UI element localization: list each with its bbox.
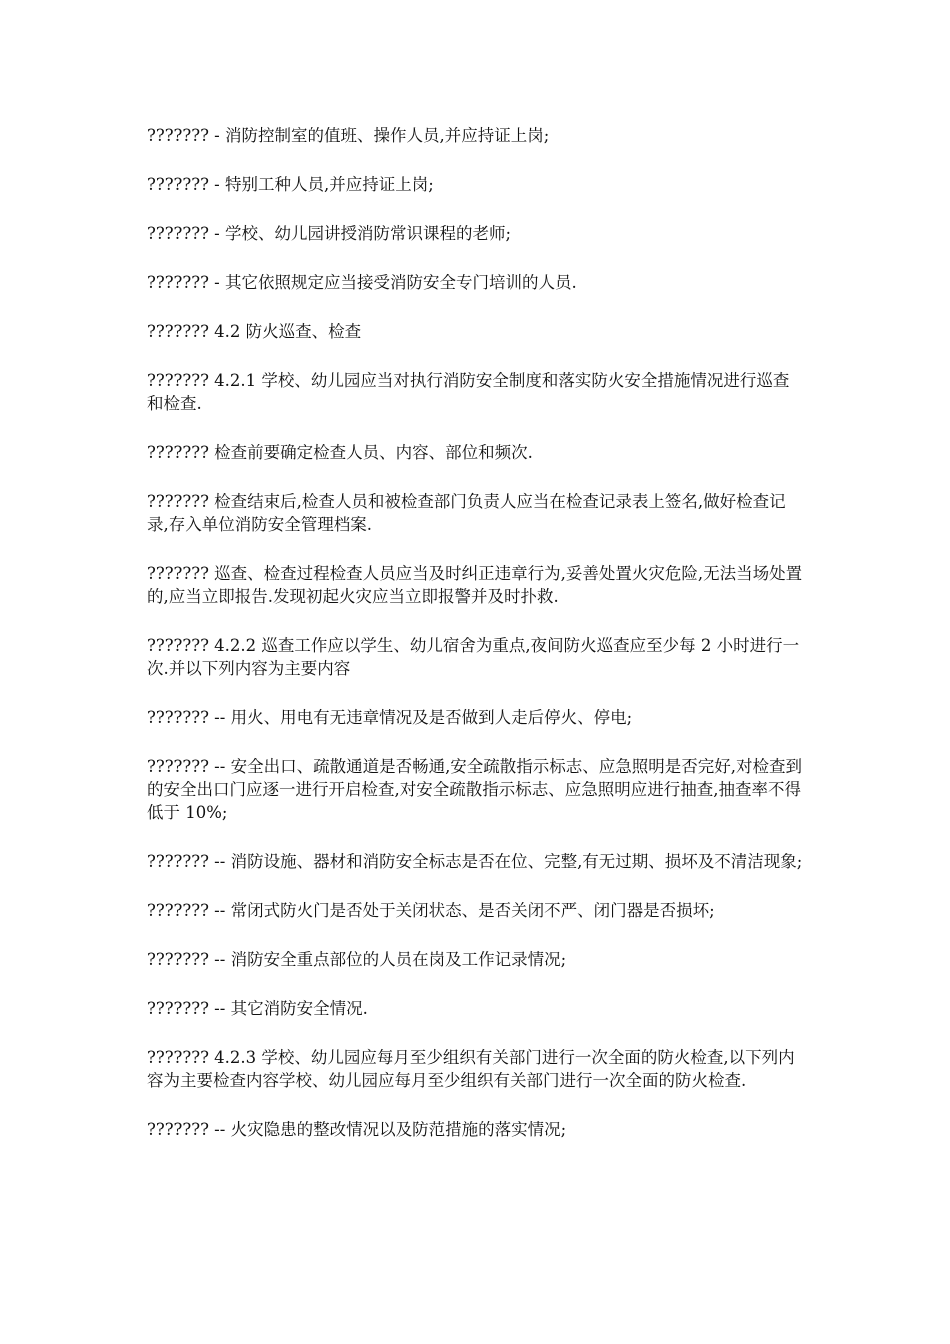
paragraph-4-2-2: ??????? 4.2.2 巡查工作应以学生、幼儿宿舍为重点,夜间防火巡查应至少每 2 小时进行一次.并以下列内容为主要内容: [147, 636, 800, 678]
list-item-hazard-rectification: ??????? -- 火灾隐患的整改情况以及防范措施的落实情况;: [147, 1120, 567, 1139]
paragraph-training-teachers: ??????? - 学校、幼儿园讲授消防常识课程的老师;: [147, 224, 512, 243]
paragraph-training-others: ??????? - 其它依照规定应当接受消防安全专门培训的人员.: [147, 273, 577, 292]
list-item-key-areas: ??????? -- 消防安全重点部位的人员在岗及工作记录情况;: [147, 950, 567, 969]
paragraph-inspection-correction: ??????? 巡查、检查过程检查人员应当及时纠正违章行为,妥善处置火灾危险,无法当场处置的,应当立即报告.发现初起火灾应当立即报警并及时扑救.: [147, 564, 803, 606]
paragraph-4-2-3: ??????? 4.2.3 学校、幼儿园应每月至少组织有关部门进行一次全面的防火检查,以下列内容为主要检查内容学校、幼儿园应每月至少组织有关部门进行一次全面的防火检查.: [147, 1048, 795, 1090]
list-item-fire-electricity: ??????? -- 用火、用电有无违章情况及是否做到人走后停火、停电;: [147, 708, 633, 727]
list-item-exits-evacuation: ??????? -- 安全出口、疏散通道是否畅通,安全疏散指示标志、应急照明是否完好,对检查到的安全出口门应逐一进行开启检查,对安全疏散指示标志、应急照明应进行抽查,抽查率不得低于 10%;: [147, 757, 803, 822]
document-body: [147, 124, 803, 1167]
paragraph-4-2-1: ??????? 4.2.1 学校、幼儿园应当对执行消防安全制度和落实防火安全措施情况进行巡查和检查.: [147, 371, 790, 413]
paragraph-training-special-workers: ??????? - 特别工种人员,并应持证上岗;: [147, 175, 434, 194]
list-item-fire-equipment: ??????? -- 消防设施、器材和消防安全标志是否在位、完整,有无过期、损坏及不清洁现象;: [147, 852, 803, 871]
list-item-other-safety: ??????? -- 其它消防安全情况.: [147, 999, 368, 1018]
paragraph-inspection-preparation: ??????? 检查前要确定检查人员、内容、部位和频次.: [147, 443, 533, 462]
paragraph-inspection-records: ??????? 检查结束后,检查人员和被检查部门负责人应当在检查记录表上签名,做好检查记录,存入单位消防安全管理档案.: [147, 492, 786, 534]
list-item-fire-doors: ??????? -- 常闭式防火门是否处于关闭状态、是否关闭不严、闭门器是否损坏;: [147, 901, 715, 920]
paragraph-training-control-room: ??????? - 消防控制室的值班、操作人员,并应持证上岗;: [147, 126, 550, 145]
section-heading-4-2: ??????? 4.2 防火巡查、检查: [147, 322, 362, 341]
